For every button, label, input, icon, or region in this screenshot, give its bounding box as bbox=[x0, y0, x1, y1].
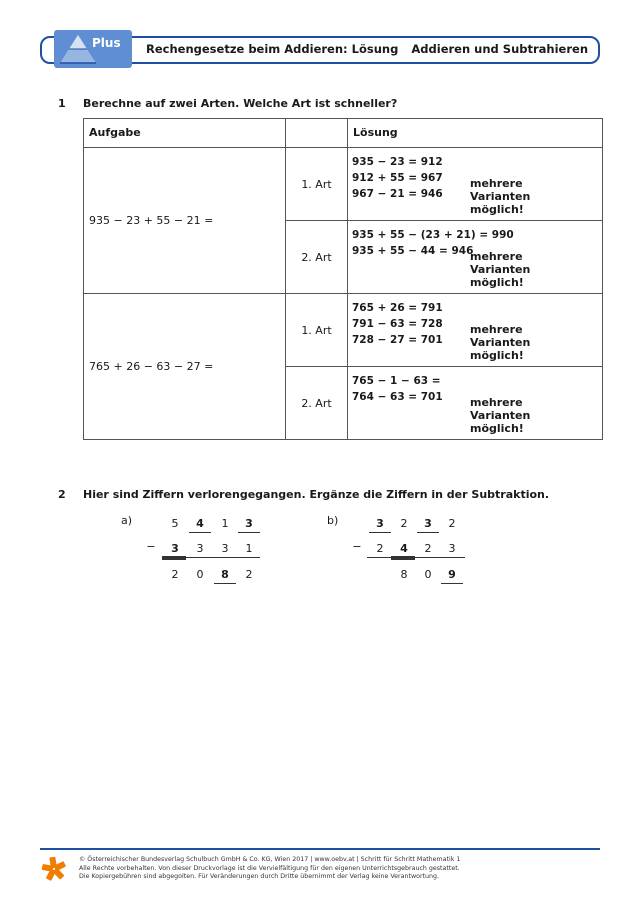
column-header-aufgabe: Aufgabe bbox=[84, 119, 286, 148]
filled-digit: 4 bbox=[400, 542, 408, 555]
digit: 0 bbox=[196, 568, 204, 581]
solution-line: 765 + 26 = 791 bbox=[352, 302, 443, 314]
page-title: Rechengesetze beim Addieren: Lösung bbox=[146, 42, 399, 56]
variants-note: mehrere Varianten möglich! bbox=[470, 250, 531, 289]
loesung-cell bbox=[348, 294, 603, 367]
digit: 0 bbox=[424, 568, 432, 581]
answer-underline bbox=[214, 583, 236, 584]
subtraction-a-label: a) bbox=[121, 514, 133, 527]
filled-digit: 9 bbox=[448, 568, 456, 581]
minus-sign: − bbox=[146, 540, 156, 553]
digit: 2 bbox=[245, 568, 253, 581]
table-row bbox=[84, 148, 603, 221]
task-2-number: 2 bbox=[58, 488, 66, 501]
digit: 2 bbox=[448, 517, 456, 530]
loesung-cell bbox=[348, 148, 603, 221]
solution-line: 935 − 23 = 912 bbox=[352, 156, 443, 168]
subtraction-b-label: b) bbox=[327, 514, 339, 527]
filled-digit: 3 bbox=[245, 517, 253, 530]
solution-line: 765 − 1 − 63 = bbox=[352, 375, 441, 387]
solution-line: 728 − 27 = 701 bbox=[352, 334, 443, 346]
solution-table bbox=[83, 118, 603, 440]
art-label: 2. Art bbox=[286, 367, 348, 440]
solution-line: 967 − 21 = 946 bbox=[352, 188, 443, 200]
variants-note: mehrere Varianten möglich! bbox=[470, 177, 531, 216]
solution-line: 764 − 63 = 701 bbox=[352, 391, 443, 403]
digit: 1 bbox=[221, 517, 229, 530]
answer-underline bbox=[238, 532, 260, 533]
digit: 5 bbox=[171, 517, 179, 530]
digit: 1 bbox=[245, 542, 253, 555]
answer-underline bbox=[162, 556, 186, 560]
art-label: 2. Art bbox=[286, 221, 348, 294]
digit: 3 bbox=[448, 542, 456, 555]
oebv-star-icon bbox=[40, 855, 68, 883]
answer-underline bbox=[189, 532, 211, 533]
digit: 3 bbox=[196, 542, 204, 555]
plus-logo bbox=[54, 30, 132, 68]
column-header-art bbox=[286, 119, 348, 148]
answer-underline bbox=[391, 556, 415, 560]
loesung-cell bbox=[348, 367, 603, 440]
solution-line: 791 − 63 = 728 bbox=[352, 318, 443, 330]
logo-label: Plus bbox=[92, 36, 121, 50]
footer-rule bbox=[40, 848, 600, 850]
column-header-loesung: Lösung bbox=[348, 119, 603, 148]
table-row bbox=[84, 294, 603, 367]
answer-underline bbox=[441, 583, 463, 584]
footer-copyright bbox=[79, 856, 460, 882]
answer-underline bbox=[417, 532, 439, 533]
filled-digit: 8 bbox=[221, 568, 229, 581]
task-2-instruction: Hier sind Ziffern verlorengegangen. Ergänze die Ziffern in der Subtraktion. bbox=[83, 488, 550, 501]
sum-rule bbox=[415, 557, 465, 558]
solution-line: 935 + 55 − 44 = 946 bbox=[352, 245, 474, 257]
variants-note: mehrere Varianten möglich! bbox=[470, 396, 531, 435]
solution-line: 935 + 55 − (23 + 21) = 990 bbox=[352, 229, 514, 241]
digit: 2 bbox=[424, 542, 432, 555]
digit: 3 bbox=[221, 542, 229, 555]
filled-digit: 3 bbox=[424, 517, 432, 530]
answer-underline bbox=[369, 532, 391, 533]
art-label: 1. Art bbox=[286, 148, 348, 221]
footer-line-2: Alle Rechte vorbehalten. Von dieser Druckvorlage ist die Vervielfältigung für den eigenen Unterrichtsgebrauch gestattet. bbox=[79, 864, 460, 872]
page-topic: Addieren und Subtrahieren bbox=[411, 42, 588, 56]
filled-digit: 4 bbox=[196, 517, 204, 530]
variants-note: mehrere Varianten möglich! bbox=[470, 323, 531, 362]
task-1-instruction: Berechne auf zwei Arten. Welche Art ist schneller? bbox=[83, 97, 398, 110]
sum-rule bbox=[367, 557, 391, 558]
sum-rule bbox=[186, 557, 260, 558]
digit: 2 bbox=[400, 517, 408, 530]
digit: 2 bbox=[171, 568, 179, 581]
loesung-cell bbox=[348, 221, 603, 294]
filled-digit: 3 bbox=[171, 542, 179, 555]
task-1-number: 1 bbox=[58, 97, 66, 110]
footer-line-3: Die Kopiergebühren sind abgegolten. Für Veränderungen durch Dritte übernimmt der Verlag keine Verantwortung. bbox=[79, 873, 439, 881]
digit: 8 bbox=[400, 568, 408, 581]
digit: 2 bbox=[376, 542, 384, 555]
filled-digit: 3 bbox=[376, 517, 384, 530]
minus-sign: − bbox=[352, 540, 362, 553]
solution-line: 912 + 55 = 967 bbox=[352, 172, 443, 184]
table-header-row bbox=[84, 119, 603, 148]
art-label: 1. Art bbox=[286, 294, 348, 367]
aufgabe-cell: 765 + 26 − 63 − 27 = bbox=[84, 294, 286, 440]
aufgabe-cell: 935 − 23 + 55 − 21 = bbox=[84, 148, 286, 294]
footer-line-1: © Österreichischer Bundesverlag Schulbuch GmbH & Co. KG, Wien 2017 | www.oebv.at | Schritt für Schritt Mathematik 1 bbox=[79, 856, 461, 863]
